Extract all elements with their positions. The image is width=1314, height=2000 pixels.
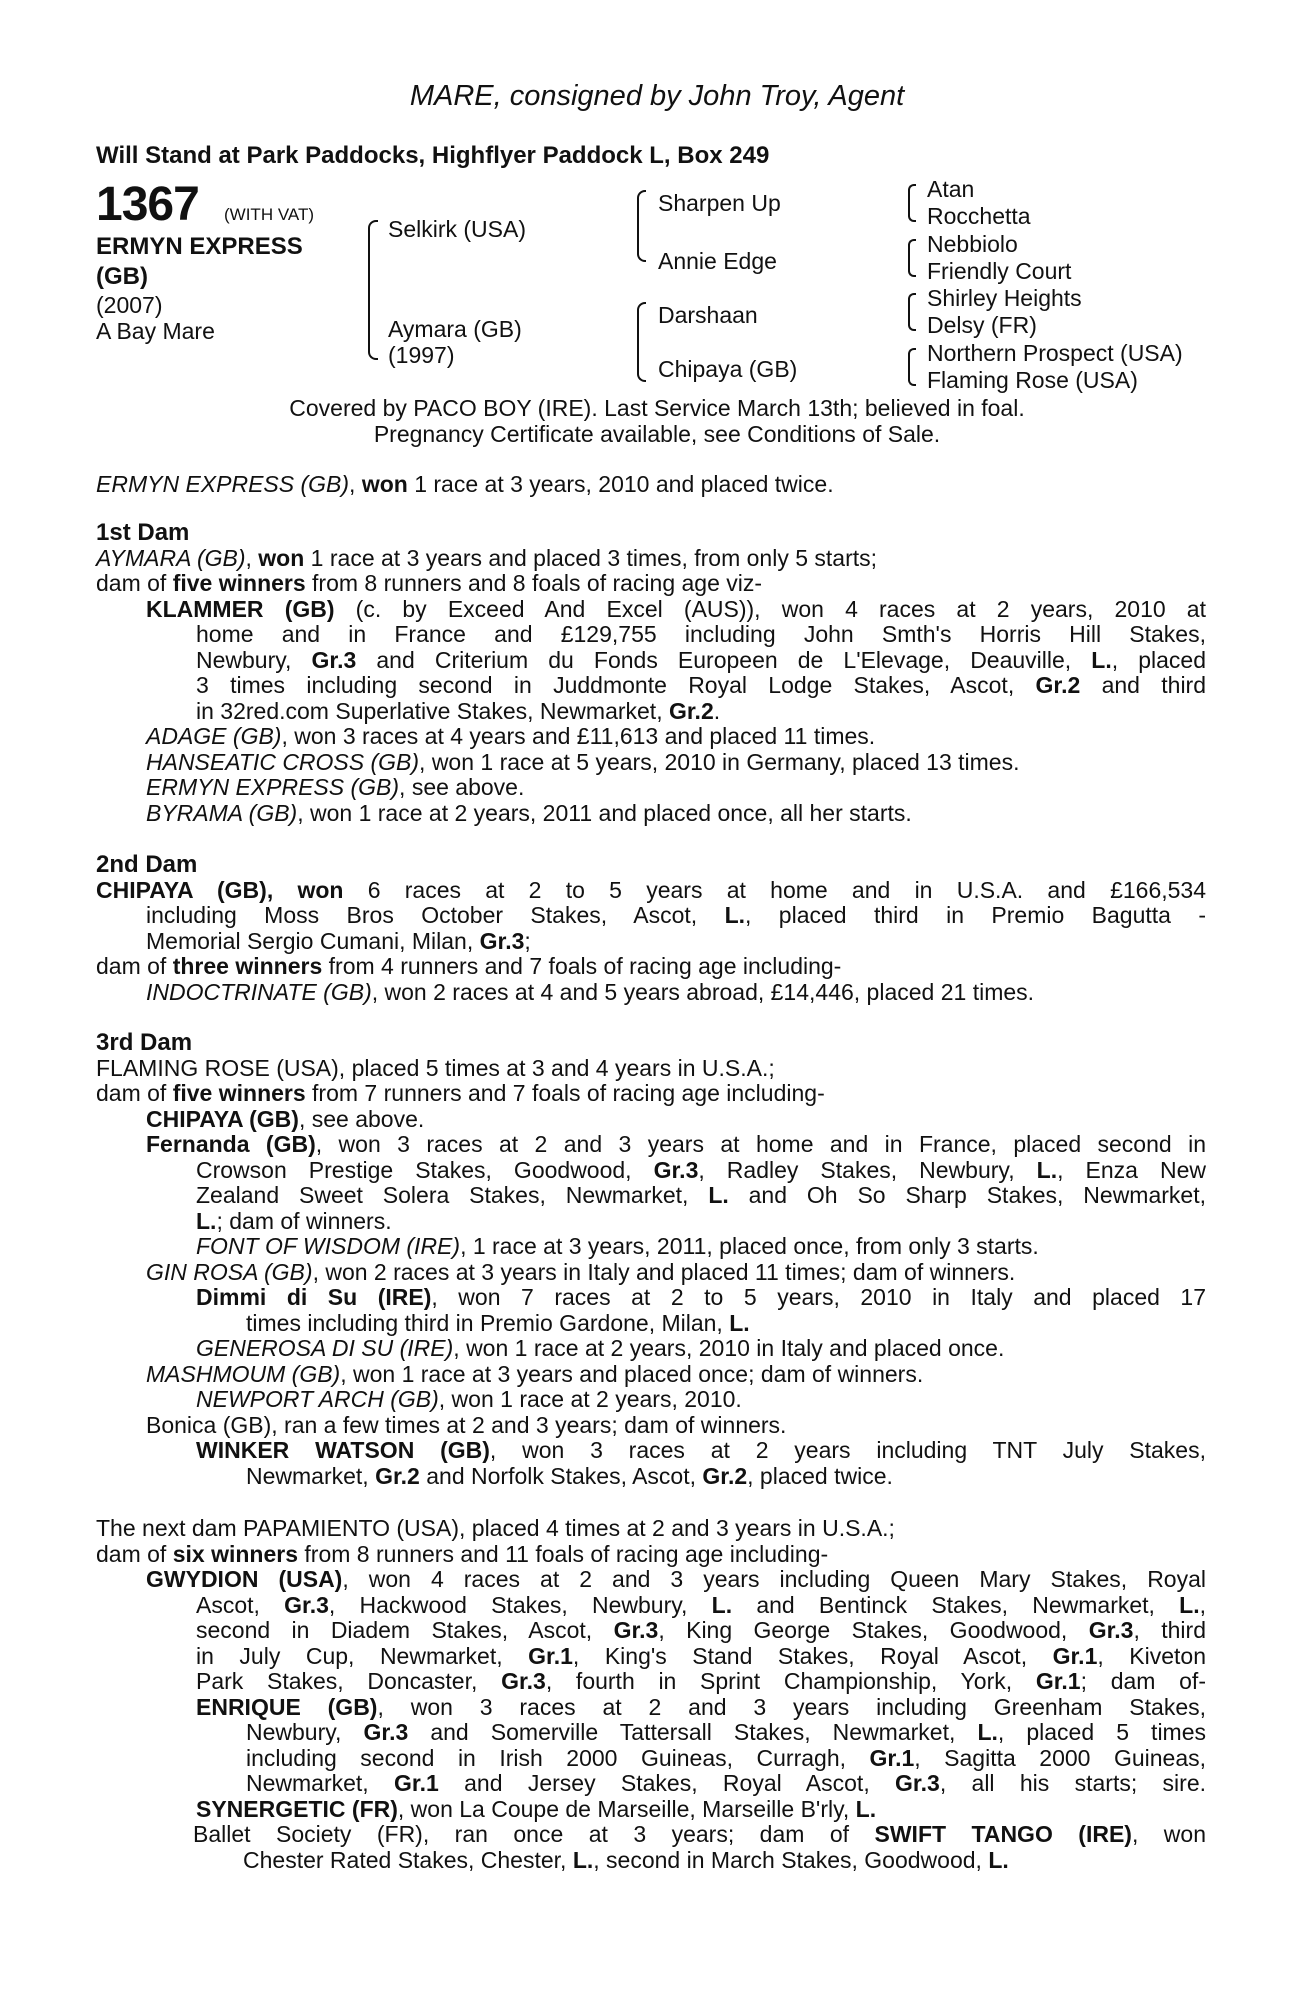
enrique-name: ENRIQUE (GB) xyxy=(196,1693,378,1720)
dam-line-brace xyxy=(637,302,646,382)
sire-dam-brace xyxy=(368,220,378,360)
gwydion-text-1: , won 4 races at 2 and 3 years including Queen Mary Stakes, Royal xyxy=(342,1566,1206,1592)
indoctrinate-name: INDOCTRINATE (GB) xyxy=(146,978,372,1005)
stand-location: Will Stand at Park Paddocks, Highflyer Paddock L, Box 249 xyxy=(96,142,770,169)
fernanda-text-2b: , Radley Stakes, Newbury, xyxy=(698,1156,1037,1183)
consignor-header: MARE, consigned by John Troy, Agent xyxy=(409,80,905,112)
winker-text-2b: and Norfolk Stakes, Ascot, xyxy=(419,1462,703,1489)
synergetic-text: , won La Coupe de Marseille, Marseille B'rly, xyxy=(397,1795,856,1822)
enrique-text-1: , won 3 races at 2 and 3 years including Greenham Stakes, xyxy=(377,1693,1207,1720)
klammer-text-3b: and Criterium du Fonds Europeen de L'Elevage, Deauville, xyxy=(356,646,1092,673)
gwydion-text-2b: , Hackwood Stakes, Newbury, xyxy=(328,1591,712,1618)
listed-label: L. xyxy=(708,1182,729,1208)
ermyn-text: , see above. xyxy=(399,774,525,800)
listed-label: L. xyxy=(196,1207,217,1234)
klammer-text-3a: Newbury, xyxy=(196,646,312,673)
adage-name: ADAGE (GB) xyxy=(146,723,282,749)
horse-description: A Bay Mare xyxy=(96,318,215,344)
grade-label: Gr.3 xyxy=(284,1591,329,1618)
pedigree-ggs-5: Shirley Heights xyxy=(927,285,1082,311)
klammer-text-1: (c. by Exceed And Excel (AUS)), won 4 races at 2 years, 2010 at xyxy=(334,595,1206,622)
klammer-text-5b: . xyxy=(713,697,721,724)
synergetic-name: SYNERGETIC (FR) xyxy=(196,1795,398,1822)
winners-count: three winners xyxy=(172,953,323,979)
gwydion-text-3b: , King George Stakes, Goodwood, xyxy=(658,1617,1089,1643)
gwydion-text-5b: , fourth in Sprint Championship, York, xyxy=(545,1668,1036,1694)
first-dam-heading: 1st Dam xyxy=(96,519,190,546)
grade-label: Gr.1 xyxy=(1035,1668,1081,1694)
listed-label: L. xyxy=(977,1719,998,1745)
gwydion-name: GWYDION (USA) xyxy=(146,1566,343,1592)
grade-label: Gr.3 xyxy=(479,927,525,954)
pedigree-ggs-2: Rocchetta xyxy=(927,203,1031,229)
ballet-text-3a: Chester Rated Stakes, Chester, xyxy=(243,1846,573,1873)
second-dam-heading: 2nd Dam xyxy=(96,851,198,878)
font-of-wisdom-text: , 1 race at 3 years, 2011, placed once, from only 3 starts. xyxy=(460,1233,1039,1259)
grade-label: Gr.1 xyxy=(1052,1642,1098,1669)
byrama-text: , won 1 race at 2 years, 2011 and placed once, all her starts. xyxy=(297,799,912,826)
grade-label: Gr.2 xyxy=(375,1462,420,1489)
klammer-text-4a: 3 times including second in Juddmonte Royal Lodge Stakes, Ascot, xyxy=(196,672,1036,698)
swift-tango-name: SWIFT TANGO (IRE) xyxy=(874,1821,1132,1847)
hanseatic-name: HANSEATIC CROSS (GB) xyxy=(146,748,420,775)
gwydion-text-5c: ; dam of- xyxy=(1080,1668,1206,1694)
dam-of-label: dam of xyxy=(96,953,173,979)
pedigree-gs3: Darshaan xyxy=(658,302,758,328)
fernanda-text-2c: , Enza New xyxy=(1057,1156,1206,1183)
foaling-year: (2007) xyxy=(96,292,163,318)
listed-label: L. xyxy=(711,1591,733,1618)
third-dam-section xyxy=(96,1030,1206,1489)
dimmi-text-2: times including third in Premio Gardone, Milan, xyxy=(246,1309,730,1336)
grade-label: Gr.3 xyxy=(895,1770,940,1796)
ggs-brace-3 xyxy=(908,293,916,331)
grade-label: Gr.2 xyxy=(1035,672,1081,698)
pedigree-dam: Aymara (GB) xyxy=(388,316,522,342)
runners-text: from 7 runners and 7 foals of racing age including- xyxy=(305,1080,825,1106)
generosa-name: GENEROSA DI SU (IRE) xyxy=(196,1335,454,1361)
indoctrinate-text: , won 2 races at 4 and 5 years abroad, £14,446, placed 21 times. xyxy=(371,978,1035,1005)
pedigree-ggs-4: Friendly Court xyxy=(927,258,1072,284)
ermyn-name: ERMYN EXPRESS (GB) xyxy=(146,774,400,800)
covered-note: Covered by PACO BOY (IRE). Last Service March 13th; believed in foal. xyxy=(289,395,1025,421)
pedigree-ggs-3: Nebbiolo xyxy=(927,231,1018,257)
ggs-brace-4 xyxy=(908,348,916,386)
record-won: won xyxy=(361,471,408,497)
hanseatic-text: , won 1 race at 5 years, 2010 in Germany, placed 13 times. xyxy=(419,748,1020,775)
grade-label: Gr.3 xyxy=(613,1617,659,1643)
winker-text-1: , won 3 races at 2 years including TNT July Stakes, xyxy=(489,1437,1206,1463)
chipaya-ref-text: , see above. xyxy=(298,1105,425,1132)
grade-label: Gr.1 xyxy=(869,1744,915,1771)
papamiento-line: The next dam PAPAMIENTO (USA), placed 4 times at 2 and 3 years in U.S.A.; xyxy=(96,1515,895,1541)
horse-name-line1: ERMYN EXPRESS xyxy=(96,233,303,260)
chipaya-text-3b: ; xyxy=(524,927,531,954)
gwydion-text-3a: second in Diadem Stakes, Ascot, xyxy=(196,1617,614,1643)
chipaya-name: CHIPAYA (GB) xyxy=(96,876,267,903)
enrique-text-4a: Newmarket, xyxy=(246,1770,395,1796)
klammer-text-4b: and third xyxy=(1080,672,1206,698)
enrique-text-2c: , placed 5 times xyxy=(997,1719,1206,1745)
chipaya-ref-name: CHIPAYA (GB) xyxy=(146,1105,299,1132)
gwydion-text-5a: Park Stakes, Doncaster, xyxy=(196,1668,502,1694)
aymara-text: 1 race at 3 years and placed 3 times, from only 5 starts; xyxy=(304,544,878,571)
newport-arch-text: , won 1 race at 2 years, 2010. xyxy=(438,1386,742,1412)
fernanda-name: Fernanda (GB) xyxy=(146,1131,316,1157)
mashmoum-name: MASHMOUM (GB) xyxy=(146,1360,341,1387)
enrique-text-2a: Newbury, xyxy=(246,1719,364,1745)
horse-name-line2: (GB) xyxy=(96,263,148,290)
third-dam-heading: 3rd Dam xyxy=(96,1029,193,1056)
fernanda-text-1: , won 3 races at 2 and 3 years at home and in France, placed second in xyxy=(315,1131,1206,1157)
gwydion-text-4a: in July Cup, Newmarket, xyxy=(196,1642,529,1669)
generosa-text: , won 1 race at 2 years, 2010 in Italy and placed once. xyxy=(453,1335,1005,1361)
listed-label: L. xyxy=(855,1795,877,1822)
pedigree-gs2: Annie Edge xyxy=(658,248,777,274)
enrique-text-2b: and Somerville Tattersall Stakes, Newmarket, xyxy=(408,1719,978,1745)
gwydion-text-3c: , third xyxy=(1133,1617,1206,1643)
klammer-text-5a: in 32red.com Superlative Stakes, Newmarket, xyxy=(196,697,669,724)
klammer-text-2: home and in France and £129,755 including John Smth's Horris Hill Stakes, xyxy=(196,621,1206,647)
winker-watson-name: WINKER WATSON (GB) xyxy=(196,1437,490,1463)
chipaya-text-2b: , placed third in Premio Bagutta - xyxy=(745,902,1206,928)
winners-count: six winners xyxy=(172,1540,298,1567)
grade-label: Gr.1 xyxy=(528,1642,573,1669)
grade-label: Gr.1 xyxy=(394,1770,439,1796)
winker-text-2a: Newmarket, xyxy=(246,1462,376,1489)
winners-count: five winners xyxy=(172,1080,306,1106)
runners-text: from 8 runners and 11 foals of racing age including- xyxy=(298,1540,829,1567)
grade-label: Gr.3 xyxy=(363,1719,409,1745)
ggs-brace-2 xyxy=(908,239,916,277)
grade-label: Gr.2 xyxy=(702,1462,748,1489)
pedigree-ggs-6: Delsy (FR) xyxy=(927,312,1037,338)
enrique-text-3b: , Sagitta 2000 Guineas, xyxy=(914,1744,1206,1771)
gwydion-text-2d: , xyxy=(1199,1591,1206,1618)
listed-label: L. xyxy=(724,902,746,928)
listed-label: L. xyxy=(1036,1156,1058,1183)
pedigree-gs4: Chipaya (GB) xyxy=(658,356,798,382)
listed-label: L. xyxy=(729,1309,750,1336)
klammer-name: KLAMMER (GB) xyxy=(146,595,335,622)
grade-label: Gr.2 xyxy=(668,697,714,724)
gin-rosa-name: GIN ROSA (GB) xyxy=(146,1258,313,1285)
font-of-wisdom-name: FONT OF WISDOM (IRE) xyxy=(196,1233,461,1259)
ballet-text-3b: , second in March Stakes, Goodwood, xyxy=(593,1846,989,1873)
ballet-text-2: , won xyxy=(1131,1821,1206,1847)
pedigree-ggs-7: Northern Prospect (USA) xyxy=(927,340,1183,366)
runners-text: from 8 runners and 8 foals of racing age viz- xyxy=(305,570,763,596)
aymara-won: won xyxy=(258,544,305,571)
next-dam-section xyxy=(96,1516,1206,1873)
klammer-text-3c: , placed xyxy=(1111,646,1206,673)
dam-of-label: dam of xyxy=(96,570,173,596)
chipaya-won: , won xyxy=(266,876,344,903)
sire-line-brace xyxy=(637,190,646,262)
horse-name xyxy=(96,232,356,292)
lot-number: 1367 xyxy=(96,178,199,231)
newport-arch-name: NEWPORT ARCH (GB) xyxy=(196,1386,439,1412)
pedigree-dam-year: (1997) xyxy=(388,342,455,368)
pedigree-ggs-8: Flaming Rose (USA) xyxy=(927,367,1138,393)
pregnancy-note: Pregnancy Certificate available, see Conditions of Sale. xyxy=(373,421,941,447)
enrique-text-4c: , all his starts; sire. xyxy=(939,1770,1207,1796)
fernanda-text-2a: Crowson Prestige Stakes, Goodwood, xyxy=(196,1156,654,1183)
second-dam-section xyxy=(96,852,1206,1005)
fernanda-text-3b: and Oh So Sharp Stakes, Newmarket, xyxy=(728,1182,1206,1208)
first-dam-section: 1st Dam AYMARA (GB), won 1 race at 3 years and placed 3 times, from only 5 starts; dam of five winners from 8 runners and 8 foals of racing age viz- KLAMMER (GB) (c. by Exceed And Excel (AUS)), won 4 races at 2 years, 2010 at home and in France and £129,755 including John Smth's Horris Hill Stakes, Newbury, Gr.3 and Criterium du Fonds Europeen de L'Elevage, Deauville, L., placed 3 times including second in Juddmonte Royal Lodge Stakes, Ascot, Gr.2 and third in 32red.com Superlative Stakes, Newmarket, Gr.2. ADAGE (GB), won 3 races at 4 years and £11,613 and placed 11 times. HANSEATIC CROSS (GB), won 1 race at 5 years, 2010 in Germany, placed 13 times. ERMYN EXPRESS (GB), see above. BYRAMA (GB), won 1 race at 2 years, 2011 and placed once, all her starts. xyxy=(96,519,1206,826)
enrique-text-3a: including second in Irish 2000 Guineas, Curragh, xyxy=(246,1744,870,1771)
fernanda-text-3a: Zealand Sweet Solera Stakes, Newmarket, xyxy=(196,1182,709,1208)
enrique-text-4b: and Jersey Stakes, Royal Ascot, xyxy=(438,1770,896,1796)
record-text: 1 race at 3 years, 2010 and placed twice. xyxy=(407,471,834,497)
pedigree-sire: Selkirk (USA) xyxy=(388,216,527,242)
listed-label: L. xyxy=(1091,646,1112,673)
fernanda-text-4: ; dam of winners. xyxy=(216,1207,392,1234)
grade-label: Gr.3 xyxy=(1088,1617,1134,1643)
race-record: ERMYN EXPRESS (GB), won 1 race at 3 years, 2010 and placed twice. xyxy=(96,471,834,497)
dimmi-text-1: , won 7 races at 2 to 5 years, 2010 in Italy and placed 17 xyxy=(431,1284,1207,1310)
dam-of-label: dam of xyxy=(96,1540,173,1567)
mashmoum-text: , won 1 race at 3 years and placed once; dam of winners. xyxy=(340,1360,924,1387)
bonica-line: Bonica (GB), ran a few times at 2 and 3 years; dam of winners. xyxy=(146,1411,787,1438)
winker-text-2c: , placed twice. xyxy=(747,1462,893,1489)
listed-label: L. xyxy=(1179,1591,1200,1618)
chipaya-text-2a: including Moss Bros October Stakes, Ascot, xyxy=(146,902,725,928)
ggs-brace-1 xyxy=(908,184,916,222)
gwydion-text-4c: , Kiveton xyxy=(1097,1642,1206,1669)
aymara-name: AYMARA (GB) xyxy=(96,544,246,571)
grade-label: Gr.3 xyxy=(311,646,357,673)
pedigree-ggs-1: Atan xyxy=(927,176,975,202)
adage-text: , won 3 races at 4 years and £11,613 and placed 11 times. xyxy=(281,723,876,749)
byrama-name: BYRAMA (GB) xyxy=(146,799,298,826)
record-horse-name: ERMYN EXPRESS (GB) xyxy=(96,471,350,497)
listed-label: L. xyxy=(988,1846,1009,1873)
ballet-text-1: Ballet Society (FR), ran once at 3 years; dam of xyxy=(193,1821,875,1847)
dam-of-label: dam of xyxy=(96,1080,173,1106)
gwydion-text-2a: Ascot, xyxy=(196,1591,285,1618)
winners-count: five winners xyxy=(172,570,306,596)
gwydion-text-4b: , King's Stand Stakes, Royal Ascot, xyxy=(572,1642,1053,1669)
chipaya-text-3a: Memorial Sergio Cumani, Milan, xyxy=(146,927,480,954)
gin-rosa-text: , won 2 races at 3 years in Italy and placed 11 times; dam of winners. xyxy=(312,1258,1016,1285)
dimmi-di-su-name: Dimmi di Su (IRE) xyxy=(196,1284,432,1310)
grade-label: Gr.3 xyxy=(653,1156,699,1183)
gwydion-text-2c: and Bentinck Stakes, Newmarket, xyxy=(732,1591,1180,1618)
listed-label: L. xyxy=(572,1846,594,1873)
flaming-rose-line: FLAMING ROSE (USA), placed 5 times at 3 and 4 years in U.S.A.; xyxy=(96,1054,775,1081)
pedigree-gs1: Sharpen Up xyxy=(658,190,781,216)
runners-text: from 4 runners and 7 foals of racing age including- xyxy=(322,953,842,979)
chipaya-text-1: 6 races at 2 to 5 years at home and in U.S.A. and £166,534 xyxy=(343,876,1206,903)
vat-note: (WITH VAT) xyxy=(224,205,315,224)
grade-label: Gr.3 xyxy=(501,1668,546,1694)
